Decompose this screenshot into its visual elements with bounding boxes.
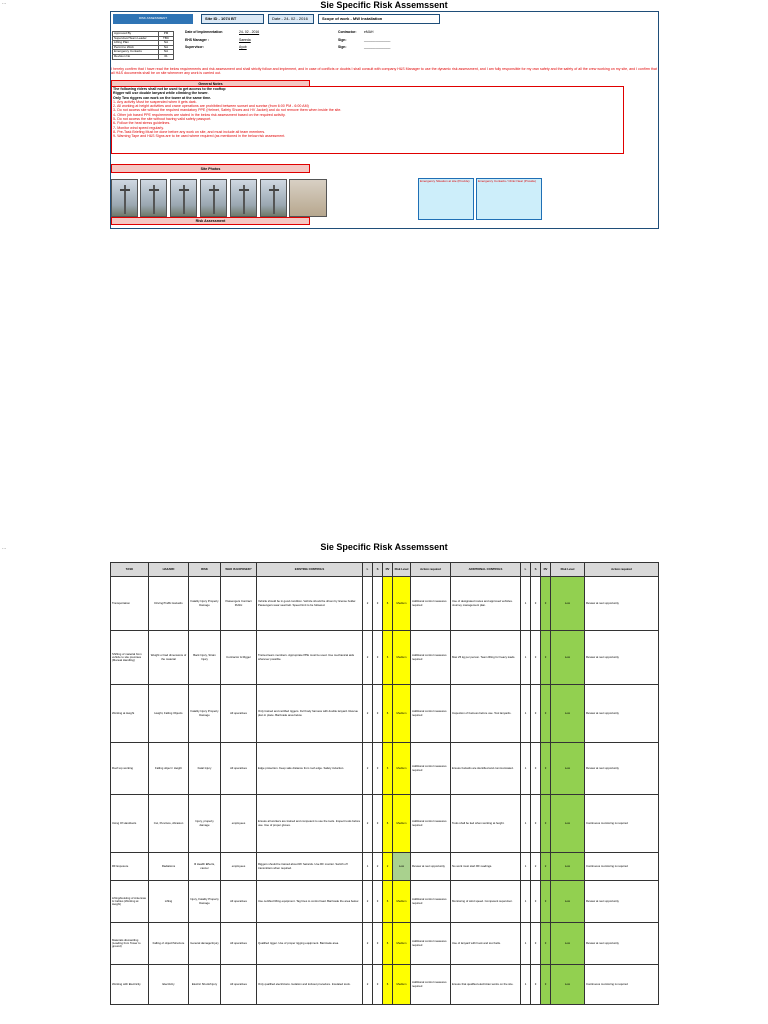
hazard-cell: Electricity xyxy=(149,965,189,1005)
column-header: RV xyxy=(541,563,551,577)
existing-controls-cell: Ensure all workers are trained and competent to use the tools. Inspect tools before use. Use of proper gloves. xyxy=(257,795,363,853)
likelihood-after-cell: 1 xyxy=(521,685,531,743)
existing-controls-cell: Only trained and certified riggers. Full body harness with double lanyard. Rescue plan in place. Barricade area below. xyxy=(257,685,363,743)
risk-value-cell: 6 xyxy=(383,795,393,853)
column-header: Action required xyxy=(411,563,451,577)
action-required-cell: Review at next opportunity xyxy=(411,853,451,881)
action-required-after-cell: Review at next opportunity xyxy=(585,881,659,923)
task-cell: Lifting/Hoisting of Antennas & Cables (Working at Height) xyxy=(111,881,149,923)
approval-key: Supervisor/Team Leader xyxy=(113,37,159,41)
existing-controls-cell: Use certified lifting equipment. Tag lines to control load. Barricade the area below. xyxy=(257,881,363,923)
field-value: ______________ xyxy=(364,45,391,50)
additional-controls-cell: Ensure hazards are identified and communicated. xyxy=(451,743,521,795)
action-required-after-cell: Review at next opportunity xyxy=(585,577,659,631)
action-required-after-cell: Continuous monitoring is required xyxy=(585,853,659,881)
action-required-cell: Additional control measures required xyxy=(411,743,451,795)
hazard-cell: Weight or bad dimensions of the material xyxy=(149,631,189,685)
page-title: Sie Specific Risk Assemssent xyxy=(320,0,448,10)
column-header: HAZARD xyxy=(149,563,189,577)
hazard-cell: Lifting xyxy=(149,881,189,923)
risk-assessment-badge: RISK ASSESSMENT xyxy=(113,14,193,24)
task-cell: Using Of Handtools xyxy=(111,795,149,853)
severity-after-cell: 3 xyxy=(531,685,541,743)
field-value: Ayub xyxy=(239,45,247,50)
action-required-cell: Additional control measures required xyxy=(411,923,451,965)
table-row xyxy=(111,795,659,853)
severity-after-cell: 3 xyxy=(531,923,541,965)
table-header-row xyxy=(111,563,659,577)
approval-key: Permit to Work xyxy=(113,46,159,50)
approval-key: Approved By xyxy=(113,32,159,36)
table-row xyxy=(111,923,659,965)
risk-value-after-cell: 3 xyxy=(541,631,551,685)
general-note: Rigger will use double lanyard while climbing the tower. xyxy=(113,91,209,96)
risk-level-after-cell: Low xyxy=(551,577,585,631)
likelihood-after-cell: 1 xyxy=(521,795,531,853)
risk-cell: Ill Health Effects, cancer xyxy=(189,853,221,881)
risk-level-cell: Medium xyxy=(393,881,411,923)
general-notes-list xyxy=(113,87,621,139)
table-row xyxy=(111,853,659,881)
additional-controls-cell: Ensure that qualified electrician works on the site. xyxy=(451,965,521,1005)
severity-cell: 3 xyxy=(373,577,383,631)
severity-after-cell: 3 xyxy=(531,743,541,795)
contractor-field xyxy=(338,46,428,50)
risk-value-cell: 6 xyxy=(383,743,393,795)
risk-cell: Fatality Injury Property Damage xyxy=(189,577,221,631)
general-notes-header: General Notes xyxy=(111,80,310,87)
approval-value: 01 xyxy=(164,53,168,58)
table-row xyxy=(111,577,659,631)
additional-controls-cell: Use of designated routes and approved vehicles. Journey management plan. xyxy=(451,577,521,631)
column-header: WHO IS EXPOSED? xyxy=(221,563,257,577)
severity-after-cell: 3 xyxy=(531,881,541,923)
likelihood-after-cell: 1 xyxy=(521,631,531,685)
risk-level-after-cell: Low xyxy=(551,965,585,1005)
hazard-cell: Height, Falling Objects xyxy=(149,685,189,743)
general-note: 6- Follow the heat stress guidelines. xyxy=(113,121,171,126)
page-marker: ... xyxy=(2,0,7,6)
risk-cell: General damage/Injury xyxy=(189,923,221,965)
field-value: eMAH xyxy=(364,30,374,34)
task-cell: Roof top working xyxy=(111,743,149,795)
likelihood-after-cell: 1 xyxy=(521,853,531,881)
risk-level-cell: Medium xyxy=(393,577,411,631)
risk-level-after-cell: Low xyxy=(551,853,585,881)
risk-level-cell: Medium xyxy=(393,923,411,965)
risk-cell: Fatality Injury Property Damage xyxy=(189,685,221,743)
exposed-cell: All operatives xyxy=(221,881,257,923)
risk-assessment-table xyxy=(110,562,659,1005)
existing-controls-cell: Riggers should be trained about RF hazards. Use RF monitor. Switch off transmitters when required. xyxy=(257,853,363,881)
risk-level-after-cell: Low xyxy=(551,795,585,853)
existing-controls-cell: Vehicle should be in good condition. Vehicle should be driven by license holder. Passengers wear seat belt. Speed limit to be followed. xyxy=(257,577,363,631)
approval-value: NA xyxy=(163,49,169,54)
approval-table xyxy=(112,31,174,60)
likelihood-cell: 2 xyxy=(363,795,373,853)
exposed-cell: All operatives xyxy=(221,685,257,743)
site-photo xyxy=(200,179,227,217)
risk-level-cell: Medium xyxy=(393,631,411,685)
task-cell: Working at Height xyxy=(111,685,149,743)
field-label: Supervisor: xyxy=(185,45,204,50)
action-required-after-cell: Review at next opportunity xyxy=(585,631,659,685)
table-row xyxy=(111,965,659,1005)
action-required-after-cell: Review at next opportunity xyxy=(585,685,659,743)
hazard-cell: Radiations xyxy=(149,853,189,881)
column-header: RV xyxy=(383,563,393,577)
likelihood-cell: 2 xyxy=(363,923,373,965)
risk-value-after-cell: 2 xyxy=(541,853,551,881)
approval-key: Emergency Contacts xyxy=(113,50,159,54)
risk-assessment-header: Risk Assessment xyxy=(111,217,310,225)
likelihood-after-cell: 1 xyxy=(521,577,531,631)
risk-cell: Electric Shock/Injury xyxy=(189,965,221,1005)
exposed-cell: employees xyxy=(221,795,257,853)
site-photo xyxy=(230,179,257,217)
emergency-contacts-box: Emergency Contacts / Clinic Near (Provide) xyxy=(476,178,542,220)
exposed-cell: All operatives xyxy=(221,923,257,965)
risk-cell: Fatal Injury xyxy=(189,743,221,795)
exposed-cell: employees xyxy=(221,853,257,881)
risk-level-cell: Medium xyxy=(393,965,411,1005)
general-note: 4- Other job based PPE requirements are stated in the below risk assessment based on the required activity. xyxy=(113,112,286,117)
field-value: ______________ xyxy=(364,37,391,42)
severity-after-cell: 2 xyxy=(531,853,541,881)
risk-value-after-cell: 3 xyxy=(541,795,551,853)
contractor-field xyxy=(338,39,428,43)
approval-key: Revision No xyxy=(113,55,159,59)
site-photos-header: Site Photos xyxy=(111,164,310,173)
severity-cell: 3 xyxy=(373,685,383,743)
existing-controls-cell: Trained team members. Appropriate PPE must be used. Use mechanical aids wherever possible. xyxy=(257,631,363,685)
field-label: Date of Implementation xyxy=(185,30,223,34)
additional-controls-cell: Inspection of harness before use. Tool lanyards. xyxy=(451,685,521,743)
risk-cell: Injury, property damage xyxy=(189,795,221,853)
approval-value: NA xyxy=(163,44,169,49)
table-row xyxy=(111,743,659,795)
column-header: EXISTING CONTROLS xyxy=(257,563,363,577)
risk-level-after-cell: Low xyxy=(551,923,585,965)
exposed-cell: Passengers Contract Public xyxy=(221,577,257,631)
risk-value-after-cell: 3 xyxy=(541,965,551,1005)
implementation-field xyxy=(185,46,285,50)
table-row xyxy=(111,685,659,743)
risk-value-cell: 6 xyxy=(383,965,393,1005)
column-header: S xyxy=(373,563,383,577)
table-row xyxy=(111,631,659,685)
exposed-cell: Contractor & Rigger xyxy=(221,631,257,685)
risk-level-cell: Medium xyxy=(393,743,411,795)
field-value: Saeeda xyxy=(239,37,251,42)
general-note: 7- Monitor wind speed regularly. xyxy=(113,125,164,130)
site-photo xyxy=(111,179,138,217)
action-required-after-cell: Continuous monitoring is required xyxy=(585,965,659,1005)
additional-controls-cell: No work must start RF readings. xyxy=(451,853,521,881)
general-note: 1- Any activity Must be suspended when it gets dark. xyxy=(113,99,197,104)
approval-value: PM xyxy=(163,31,169,35)
column-header: ADDITIONAL CONTROLS xyxy=(451,563,521,577)
contractor-field xyxy=(338,31,428,35)
task-cell: Materials dismantling (Loading from Tower to ground) xyxy=(111,923,149,965)
column-header: L xyxy=(521,563,531,577)
additional-controls-cell: Use of lanyard with hook and tool belts. xyxy=(451,923,521,965)
severity-after-cell: 3 xyxy=(531,577,541,631)
likelihood-after-cell: 1 xyxy=(521,881,531,923)
severity-cell: 3 xyxy=(373,965,383,1005)
risk-value-after-cell: 3 xyxy=(541,881,551,923)
existing-controls-cell: Edge protection. Keep safe distance from roof edge. Safety induction. xyxy=(257,743,363,795)
general-note: 8- Pre-Task Briefing Must be done before any work on site, and must include all team members. xyxy=(113,129,266,134)
risk-value-cell: 2 xyxy=(383,853,393,881)
field-value: 24- 02 - 2016 xyxy=(239,30,260,34)
field-label: Sign: xyxy=(338,37,347,42)
risk-value-cell: 6 xyxy=(383,631,393,685)
action-required-cell: Additional control measures required xyxy=(411,685,451,743)
risk-value-after-cell: 3 xyxy=(541,923,551,965)
column-header: Action required xyxy=(585,563,659,577)
risk-value-cell: 6 xyxy=(383,881,393,923)
general-note: Only Two riggers can work on the tower at the same time. xyxy=(113,95,212,100)
approval-value: TBC xyxy=(163,35,169,40)
contractor-fields xyxy=(338,31,428,54)
risk-cell: Back Injury, Strain Injury xyxy=(189,631,221,685)
site-photo xyxy=(170,179,197,217)
site-photo xyxy=(289,179,327,217)
risk-level-cell: Medium xyxy=(393,795,411,853)
risk-level-after-cell: Low xyxy=(551,881,585,923)
likelihood-cell: 2 xyxy=(363,881,373,923)
hazard-cell: Driving/Traffic Hazards xyxy=(149,577,189,631)
existing-controls-cell: Only qualified electricians. Isolation and lockout procedure. Insulated tools. xyxy=(257,965,363,1005)
general-note: 9- Warning Tape and H&S Signs are to be used where required (as mentioned in the below risk assessment. xyxy=(113,134,286,139)
action-required-after-cell: Review at next opportunity xyxy=(585,923,659,965)
severity-cell: 3 xyxy=(373,923,383,965)
likelihood-cell: 2 xyxy=(363,743,373,795)
likelihood-cell: 2 xyxy=(363,965,373,1005)
severity-cell: 3 xyxy=(373,881,383,923)
action-required-after-cell: Review at next opportunity xyxy=(585,743,659,795)
risk-level-after-cell: Low xyxy=(551,631,585,685)
severity-after-cell: 3 xyxy=(531,631,541,685)
field-label: Sign: xyxy=(338,45,347,50)
likelihood-after-cell: 1 xyxy=(521,923,531,965)
site-photo xyxy=(260,179,287,217)
risk-level-cell: Low xyxy=(393,853,411,881)
general-note: The following riders shall not be used to get access to the rooftop xyxy=(113,87,226,91)
likelihood-after-cell: 1 xyxy=(521,743,531,795)
hazard-cell: Falling object / Height xyxy=(149,743,189,795)
task-cell: RF Exposure xyxy=(111,853,149,881)
likelihood-cell: 2 xyxy=(363,685,373,743)
existing-controls-cell: Qualified rigger. Use of proper rigging equipment. Barricade area. xyxy=(257,923,363,965)
task-cell: Shifting of material from vehicle to site premises (Manual Handling) xyxy=(111,631,149,685)
column-header: Risk Level xyxy=(393,563,411,577)
severity-cell: 2 xyxy=(373,853,383,881)
approval-key: Lifting Plan xyxy=(113,41,159,45)
date-field: Date - 24- 02 - 2016 xyxy=(268,14,314,24)
likelihood-after-cell: 1 xyxy=(521,965,531,1005)
risk-value-cell: 6 xyxy=(383,923,393,965)
risk-level-after-cell: Low xyxy=(551,685,585,743)
additional-controls-cell: Tools shall be tied when working at height. xyxy=(451,795,521,853)
risk-value-after-cell: 3 xyxy=(541,577,551,631)
risk-value-cell: 6 xyxy=(383,685,393,743)
action-required-cell: Additional control measures required xyxy=(411,965,451,1005)
task-cell: Working with Electricity xyxy=(111,965,149,1005)
column-header: RISK xyxy=(189,563,221,577)
implementation-field xyxy=(185,31,285,35)
additional-controls-cell: Monitoring of wind speed. Competent supervisor. xyxy=(451,881,521,923)
action-required-cell: Additional control measures required xyxy=(411,795,451,853)
action-required-cell: Additional control measures required xyxy=(411,577,451,631)
severity-cell: 3 xyxy=(373,743,383,795)
task-cell: Transportation xyxy=(111,577,149,631)
general-note: 5- Do not access the site without having valid safety passport. xyxy=(113,117,212,122)
general-note: 2- All working at height activities and crane operations are prohibited between sunset and sunrise (from 6:00 PM - 6:00 AM) xyxy=(113,104,309,109)
action-required-cell: Additional control measures required xyxy=(411,631,451,685)
severity-cell: 3 xyxy=(373,631,383,685)
general-note: 3- Do not access site without the required mandatory PPE (Helmet, Safety Shoes and HV Jacket) and do not remove them when inside the site. xyxy=(113,108,342,113)
confirmation-statement: I hereby confirm that I have read the below requirements and risk assessment and shall strictly follow and implement, and in case of conflicts or doubts I shall consult with company H&S Manager to use the dynamic risk assessment, and I am fully responsible for my own safety and the safety of all the crew working on my site, and I confirm that all H&S documents shall be on site whenever any work is carried out. xyxy=(111,67,657,76)
approval-value: NA xyxy=(163,40,169,45)
additional-controls-cell: Max 25 kg per person. Team lifting for heavy loads. xyxy=(451,631,521,685)
site-id: Site ID - 1074 BT xyxy=(201,14,264,24)
site-photo xyxy=(140,179,167,217)
risk-value-after-cell: 3 xyxy=(541,685,551,743)
column-header: L xyxy=(363,563,373,577)
hazard-cell: Falling of object/Structure xyxy=(149,923,189,965)
column-header: S xyxy=(531,563,541,577)
implementation-field xyxy=(185,39,285,43)
field-label: EHS Manager : xyxy=(185,37,209,42)
likelihood-cell: 1 xyxy=(363,853,373,881)
implementation-fields xyxy=(185,31,285,54)
severity-after-cell: 3 xyxy=(531,795,541,853)
risk-level-cell: Medium xyxy=(393,685,411,743)
action-required-cell: Additional control measures required xyxy=(411,881,451,923)
exposed-cell: All operatives xyxy=(221,965,257,1005)
page-marker: ... xyxy=(2,545,7,551)
exposed-cell: All operatives xyxy=(221,743,257,795)
page-title: Sie Specific Risk Assemssent xyxy=(320,542,448,552)
risk-value-after-cell: 3 xyxy=(541,743,551,795)
severity-cell: 3 xyxy=(373,795,383,853)
risk-cell: Injury, Fatality Property Damage xyxy=(189,881,221,923)
column-header: TASK xyxy=(111,563,149,577)
scope-of-work: Scope of work - MW Installation xyxy=(318,14,440,24)
table-row xyxy=(111,881,659,923)
emergency-situation-box: Emergency Situation at site (Provide) xyxy=(418,178,474,220)
column-header: Risk Level xyxy=(551,563,585,577)
risk-level-after-cell: Low xyxy=(551,743,585,795)
hazard-cell: Cut, Puncture, Abrasion xyxy=(149,795,189,853)
likelihood-cell: 2 xyxy=(363,631,373,685)
action-required-after-cell: Continuous monitoring is required xyxy=(585,795,659,853)
likelihood-cell: 2 xyxy=(363,577,373,631)
field-label: Contractor: xyxy=(338,30,357,34)
approval-row xyxy=(112,55,174,60)
risk-value-cell: 6 xyxy=(383,577,393,631)
severity-after-cell: 3 xyxy=(531,965,541,1005)
